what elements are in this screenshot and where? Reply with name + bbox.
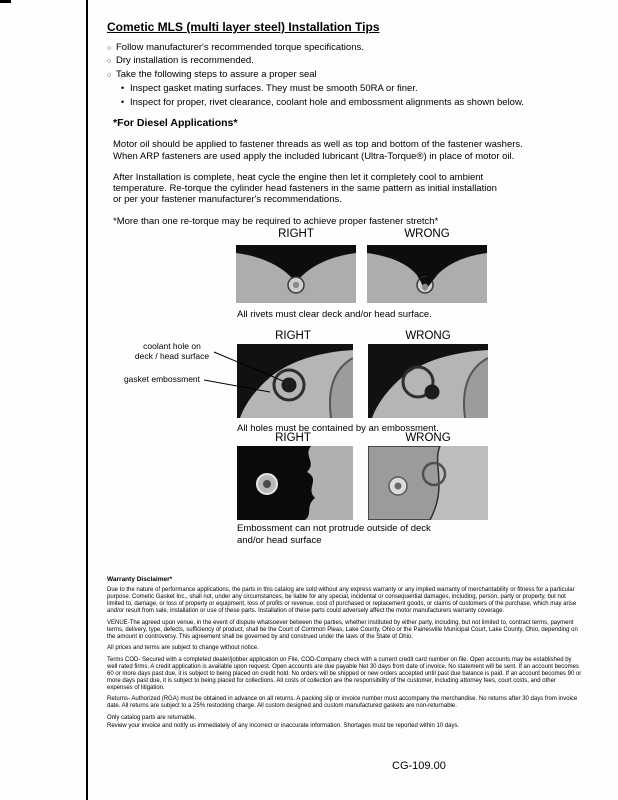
- tips-list: [107, 42, 524, 109]
- corner-crop-mark: [0, 0, 11, 3]
- disclaimer-heading: Warranty Disclaimer*: [107, 576, 173, 583]
- row3-right-label: RIGHT: [275, 432, 311, 444]
- hole-not-contained-illustration: [368, 344, 488, 418]
- gasket-embossment-callout: gasket embossment: [123, 374, 201, 384]
- diesel-section: [113, 118, 523, 227]
- tip-text: Inspect gasket mating surfaces. They must be smooth 50RA or finer.: [130, 83, 418, 95]
- tip-text: Inspect for proper, rivet clearance, coolant hole and embossment alignments as shown below.: [130, 96, 524, 108]
- disclaimer-paragraph: All prices and terms are subject to change without notice.: [107, 645, 259, 651]
- row1-wrong-label: WRONG: [404, 228, 450, 240]
- tip-item: [107, 69, 524, 82]
- rivet-wrong-diagram: [367, 245, 487, 303]
- rivet-right-diagram: [236, 245, 356, 303]
- protrusion-right-diagram: [237, 446, 353, 520]
- caption-line: and/or head surface: [237, 534, 322, 546]
- disclaimer-paragraph: Due to the nature of performance applications, the parts in this catalog are sold without any express warranty or any implied warranty of merchantability or fitness for a particular purpose. Cometic Gasket Inc., shall not, under any circumstances, be liable for any special, incidental or consequential damages, including, person, party or property, but not limited to, damage, or loss of property or equipment, loss of profits or revenue, cost of purchased or replacement goods, or claims of customers of the purchase, which may arise and/or result from sale, installation or use of these parts. Installation of these parts could adversely affect the motor manufacturers warranty coverage.: [107, 587, 577, 614]
- tip-item: [107, 55, 524, 68]
- caption-line: Embossment can not protrude outside of deck: [237, 523, 431, 534]
- disclaimer-paragraph: VENUE-The agreed upon venue, in the event of dispute whatsoever between the parties, whether instituted by either party, including, but not limited to, contract terms, payment terms, delivery, type, defects, sufficiency of product, shall be the Court of Common Pleas, Lake County, Ohio or the Painesville Municipal Court, Lake County, Ohio, depending on the amount in controversy. This agreement shall be governed by and construed under the laws of the State of Ohio.: [107, 619, 578, 640]
- tip-item: [107, 42, 524, 55]
- text-line: After Installation is complete, heat cycle the engine then let it completely cool to ambient: [113, 171, 484, 183]
- open-bullet-icon: ○: [107, 45, 112, 52]
- row3-caption: [237, 523, 431, 546]
- tip-text: Take the following steps to assure a proper seal: [116, 68, 317, 80]
- diesel-paragraph-1: [113, 139, 523, 162]
- text-line: When ARP fasteners are used apply the included lubricant (Ultra-Torque®) in place of motor oil.: [113, 150, 515, 162]
- row1-caption: All rivets must clear deck and/or head surface.: [237, 309, 432, 320]
- row2-wrong-label: WRONG: [405, 330, 451, 342]
- tip-sub-item: [121, 82, 524, 95]
- embossment-inside-illustration: [237, 446, 353, 520]
- page-title: Cometic MLS (multi layer steel) Installation Tips: [107, 20, 380, 34]
- disclaimer-paragraph: Returns- Authorized (RGA) must be obtained in advance on all returns. A packing slip or invoice number must accompany the merchandise. No returns after 30 days from invoice date. All returns are subject to a 25% restocking charge. All custom designed and custom manufactured gaskets are non-returnable.: [107, 696, 578, 709]
- tip-text: Follow manufacturer's recommended torque specifications.: [116, 42, 364, 53]
- diesel-paragraph-2: [113, 172, 523, 206]
- rivet-clear-illustration: [236, 245, 356, 303]
- page-code: CG-109.00: [392, 760, 446, 772]
- warranty-disclaimer-section: [107, 576, 583, 734]
- left-page-rule: [86, 0, 88, 800]
- open-bullet-icon: ○: [107, 58, 112, 66]
- text-line: temperature. Re-torque the cylinder head fasteners in the same pattern as initial installation: [113, 183, 497, 195]
- rivet-overlap-illustration: [367, 245, 487, 303]
- text-line: or per your fastener manufacturer's recommendations.: [113, 194, 342, 206]
- callout-line: coolant hole on: [143, 341, 201, 351]
- protrusion-wrong-diagram: [368, 446, 488, 520]
- tip-text: Dry installation is recommended.: [116, 55, 254, 67]
- row2-caption: All holes must be contained by an embossment.: [237, 423, 439, 434]
- embossment-right-diagram: [237, 344, 353, 418]
- callout-line: deck / head surface: [134, 351, 210, 361]
- embossment-protruding-illustration: [368, 446, 488, 520]
- retorque-note: *More than one re-torque may be required to achieve proper fastener stretch*: [113, 215, 439, 227]
- hole-contained-illustration: [237, 344, 353, 418]
- embossment-wrong-diagram: [368, 344, 488, 418]
- coolant-hole-callout: [128, 341, 216, 361]
- filled-bullet-icon: •: [121, 83, 125, 94]
- row2-right-label: RIGHT: [275, 330, 311, 342]
- disclaimer-paragraph: Review your invoice and notify us immediately of any incorrect or inaccurate information. Shortages must be reported within 10 days.: [107, 722, 460, 729]
- row1-right-label: RIGHT: [278, 228, 314, 240]
- disclaimer-paragraph: Terms COD- Secured with a completed dealer/jobber application on File, COD-Company check with a current credit card number on file. Open accounts may be established by well rated firms. A credit application is available upon request. Open accounts are due payable Net 30 days from date of invoice. No statement will be sent. If an account becomes 60 or more days past due, it is subject to being placed on credit hold. No orders will be shipped or new orders accepted until past due balance is paid. If an account becomes 90 or more days past due, it is subject to being placed for collections. All costs of collection are the responsibility of the customer, including attorney fees, court costs, and other expenses of litigation.: [107, 656, 582, 691]
- text-line: Motor oil should be applied to fastener threads as well as top and bottom of the fastener washers.: [113, 139, 523, 151]
- filled-bullet-icon: •: [121, 96, 125, 107]
- disclaimer-paragraph: Only catalog parts are returnable.: [107, 714, 197, 721]
- diesel-heading: *For Diesel Applications*: [113, 117, 238, 129]
- open-bullet-icon: ○: [107, 71, 112, 79]
- row3-wrong-label: WRONG: [405, 432, 451, 444]
- header-section: [107, 20, 524, 109]
- tip-sub-item: [121, 96, 524, 109]
